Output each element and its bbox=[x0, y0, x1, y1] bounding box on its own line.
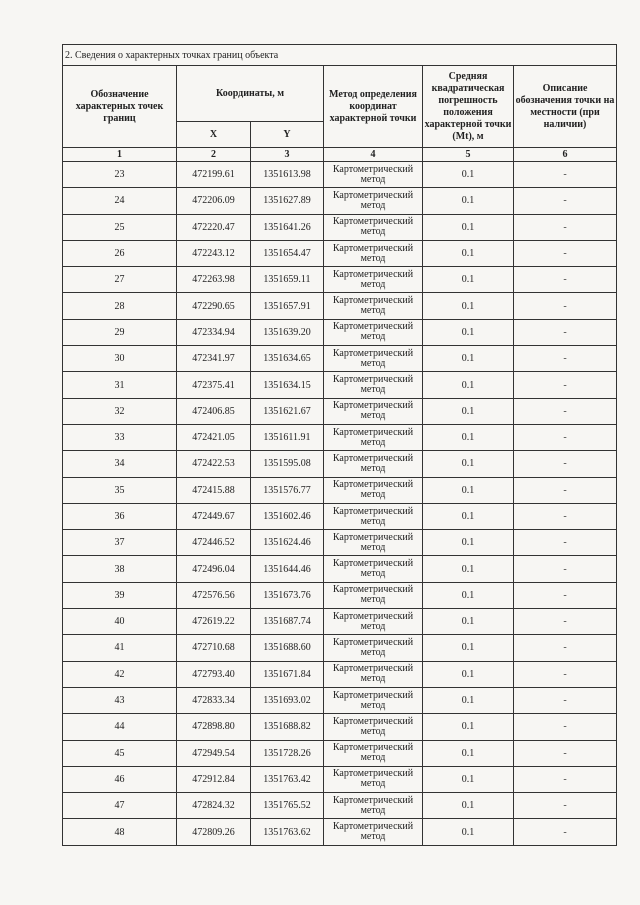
method-cell: Картометрический метод bbox=[324, 398, 423, 424]
x-coordinate-cell: 472406.85 bbox=[177, 398, 251, 424]
point-number-cell: 29 bbox=[63, 319, 177, 345]
method-cell: Картометрический метод bbox=[324, 635, 423, 661]
accuracy-cell: 0.1 bbox=[423, 188, 514, 214]
accuracy-cell: 0.1 bbox=[423, 267, 514, 293]
accuracy-cell: 0.1 bbox=[423, 451, 514, 477]
y-coordinate-cell: 1351671.84 bbox=[251, 661, 324, 687]
description-cell: - bbox=[514, 556, 617, 582]
y-coordinate-cell: 1351634.65 bbox=[251, 346, 324, 372]
table-row bbox=[63, 609, 617, 635]
description-cell: - bbox=[514, 661, 617, 687]
description-cell: - bbox=[514, 635, 617, 661]
y-coordinate-cell: 1351634.15 bbox=[251, 372, 324, 398]
column-numbers-row bbox=[63, 148, 617, 162]
point-number-cell: 39 bbox=[63, 582, 177, 608]
accuracy-cell: 0.1 bbox=[423, 582, 514, 608]
y-coordinate-cell: 1351611.91 bbox=[251, 424, 324, 450]
point-number-cell: 43 bbox=[63, 687, 177, 713]
column-number: 2 bbox=[177, 148, 251, 162]
point-number-cell: 28 bbox=[63, 293, 177, 319]
table-row bbox=[63, 398, 617, 424]
accuracy-cell: 0.1 bbox=[423, 346, 514, 372]
column-number: 5 bbox=[423, 148, 514, 162]
method-cell: Картометрический метод bbox=[324, 451, 423, 477]
y-coordinate-cell: 1351641.26 bbox=[251, 214, 324, 240]
table-row bbox=[63, 346, 617, 372]
x-coordinate-cell: 472898.80 bbox=[177, 714, 251, 740]
accuracy-cell: 0.1 bbox=[423, 530, 514, 556]
point-number-cell: 31 bbox=[63, 372, 177, 398]
header-x: X bbox=[177, 122, 251, 148]
table-row bbox=[63, 451, 617, 477]
description-cell: - bbox=[514, 214, 617, 240]
y-coordinate-cell: 1351624.46 bbox=[251, 530, 324, 556]
point-number-cell: 23 bbox=[63, 162, 177, 188]
description-cell: - bbox=[514, 319, 617, 345]
header-method: Метод определения координат характерной точки bbox=[324, 66, 423, 148]
method-cell: Картометрический метод bbox=[324, 766, 423, 792]
x-coordinate-cell: 472422.53 bbox=[177, 451, 251, 477]
description-cell: - bbox=[514, 740, 617, 766]
method-cell: Картометрический метод bbox=[324, 240, 423, 266]
method-cell: Картометрический метод bbox=[324, 162, 423, 188]
y-coordinate-cell: 1351621.67 bbox=[251, 398, 324, 424]
accuracy-cell: 0.1 bbox=[423, 609, 514, 635]
description-cell: - bbox=[514, 687, 617, 713]
method-cell: Картометрический метод bbox=[324, 819, 423, 845]
y-coordinate-cell: 1351654.47 bbox=[251, 240, 324, 266]
y-coordinate-cell: 1351659.11 bbox=[251, 267, 324, 293]
description-cell: - bbox=[514, 188, 617, 214]
header-description: Описание обозначения точки на местности (при наличии) bbox=[514, 66, 617, 148]
point-number-cell: 30 bbox=[63, 346, 177, 372]
point-number-cell: 33 bbox=[63, 424, 177, 450]
method-cell: Картометрический метод bbox=[324, 346, 423, 372]
header-accuracy: Средняя квадратическая погрешность положения характерной точки (Mt), м bbox=[423, 66, 514, 148]
column-number: 6 bbox=[514, 148, 617, 162]
method-cell: Картометрический метод bbox=[324, 214, 423, 240]
x-coordinate-cell: 472449.67 bbox=[177, 503, 251, 529]
table-body bbox=[63, 162, 617, 846]
table-row bbox=[63, 240, 617, 266]
x-coordinate-cell: 472220.47 bbox=[177, 214, 251, 240]
y-coordinate-cell: 1351627.89 bbox=[251, 188, 324, 214]
x-coordinate-cell: 472199.61 bbox=[177, 162, 251, 188]
y-coordinate-cell: 1351688.60 bbox=[251, 635, 324, 661]
accuracy-cell: 0.1 bbox=[423, 740, 514, 766]
method-cell: Картометрический метод bbox=[324, 372, 423, 398]
point-number-cell: 25 bbox=[63, 214, 177, 240]
point-number-cell: 26 bbox=[63, 240, 177, 266]
accuracy-cell: 0.1 bbox=[423, 793, 514, 819]
x-coordinate-cell: 472415.88 bbox=[177, 477, 251, 503]
accuracy-cell: 0.1 bbox=[423, 372, 514, 398]
accuracy-cell: 0.1 bbox=[423, 819, 514, 845]
accuracy-cell: 0.1 bbox=[423, 240, 514, 266]
x-coordinate-cell: 472793.40 bbox=[177, 661, 251, 687]
x-coordinate-cell: 472446.52 bbox=[177, 530, 251, 556]
accuracy-cell: 0.1 bbox=[423, 556, 514, 582]
x-coordinate-cell: 472341.97 bbox=[177, 346, 251, 372]
table-row bbox=[63, 556, 617, 582]
description-cell: - bbox=[514, 503, 617, 529]
method-cell: Картометрический метод bbox=[324, 740, 423, 766]
description-cell: - bbox=[514, 267, 617, 293]
y-coordinate-cell: 1351673.76 bbox=[251, 582, 324, 608]
method-cell: Картометрический метод bbox=[324, 609, 423, 635]
method-cell: Картометрический метод bbox=[324, 319, 423, 345]
description-cell: - bbox=[514, 582, 617, 608]
table-row bbox=[63, 503, 617, 529]
accuracy-cell: 0.1 bbox=[423, 766, 514, 792]
x-coordinate-cell: 472949.54 bbox=[177, 740, 251, 766]
description-cell: - bbox=[514, 530, 617, 556]
point-number-cell: 35 bbox=[63, 477, 177, 503]
accuracy-cell: 0.1 bbox=[423, 503, 514, 529]
x-coordinate-cell: 472833.34 bbox=[177, 687, 251, 713]
method-cell: Картометрический метод bbox=[324, 477, 423, 503]
accuracy-cell: 0.1 bbox=[423, 293, 514, 319]
description-cell: - bbox=[514, 451, 617, 477]
x-coordinate-cell: 472824.32 bbox=[177, 793, 251, 819]
method-cell: Картометрический метод bbox=[324, 267, 423, 293]
description-cell: - bbox=[514, 162, 617, 188]
table-row bbox=[63, 424, 617, 450]
description-cell: - bbox=[514, 372, 617, 398]
description-cell: - bbox=[514, 766, 617, 792]
accuracy-cell: 0.1 bbox=[423, 398, 514, 424]
accuracy-cell: 0.1 bbox=[423, 714, 514, 740]
x-coordinate-cell: 472912.84 bbox=[177, 766, 251, 792]
x-coordinate-cell: 472710.68 bbox=[177, 635, 251, 661]
y-coordinate-cell: 1351687.74 bbox=[251, 609, 324, 635]
y-coordinate-cell: 1351763.62 bbox=[251, 819, 324, 845]
table-row bbox=[63, 766, 617, 792]
x-coordinate-cell: 472576.56 bbox=[177, 582, 251, 608]
method-cell: Картометрический метод bbox=[324, 661, 423, 687]
table-row bbox=[63, 162, 617, 188]
y-coordinate-cell: 1351639.20 bbox=[251, 319, 324, 345]
point-number-cell: 40 bbox=[63, 609, 177, 635]
y-coordinate-cell: 1351644.46 bbox=[251, 556, 324, 582]
point-number-cell: 36 bbox=[63, 503, 177, 529]
method-cell: Картометрический метод bbox=[324, 188, 423, 214]
section-title: 2. Сведения о характерных точках границ объекта bbox=[63, 45, 617, 66]
point-number-cell: 24 bbox=[63, 188, 177, 214]
table-row bbox=[63, 687, 617, 713]
point-number-cell: 47 bbox=[63, 793, 177, 819]
column-number: 4 bbox=[324, 148, 423, 162]
table-row bbox=[63, 714, 617, 740]
y-coordinate-cell: 1351693.02 bbox=[251, 687, 324, 713]
point-number-cell: 38 bbox=[63, 556, 177, 582]
y-coordinate-cell: 1351765.52 bbox=[251, 793, 324, 819]
method-cell: Картометрический метод bbox=[324, 793, 423, 819]
description-cell: - bbox=[514, 714, 617, 740]
table-row bbox=[63, 635, 617, 661]
y-coordinate-cell: 1351688.82 bbox=[251, 714, 324, 740]
table-row bbox=[63, 293, 617, 319]
description-cell: - bbox=[514, 398, 617, 424]
method-cell: Картометрический метод bbox=[324, 424, 423, 450]
x-coordinate-cell: 472421.05 bbox=[177, 424, 251, 450]
description-cell: - bbox=[514, 819, 617, 845]
point-number-cell: 37 bbox=[63, 530, 177, 556]
accuracy-cell: 0.1 bbox=[423, 319, 514, 345]
method-cell: Картометрический метод bbox=[324, 556, 423, 582]
x-coordinate-cell: 472809.26 bbox=[177, 819, 251, 845]
point-number-cell: 46 bbox=[63, 766, 177, 792]
accuracy-cell: 0.1 bbox=[423, 214, 514, 240]
accuracy-cell: 0.1 bbox=[423, 635, 514, 661]
point-number-cell: 34 bbox=[63, 451, 177, 477]
accuracy-cell: 0.1 bbox=[423, 162, 514, 188]
y-coordinate-cell: 1351728.26 bbox=[251, 740, 324, 766]
x-coordinate-cell: 472290.65 bbox=[177, 293, 251, 319]
method-cell: Картометрический метод bbox=[324, 714, 423, 740]
description-cell: - bbox=[514, 477, 617, 503]
header-point: Обозначение характерных точек границ bbox=[63, 66, 177, 148]
accuracy-cell: 0.1 bbox=[423, 661, 514, 687]
header-y: Y bbox=[251, 122, 324, 148]
y-coordinate-cell: 1351576.77 bbox=[251, 477, 324, 503]
table-row bbox=[63, 661, 617, 687]
x-coordinate-cell: 472243.12 bbox=[177, 240, 251, 266]
x-coordinate-cell: 472334.94 bbox=[177, 319, 251, 345]
point-number-cell: 45 bbox=[63, 740, 177, 766]
accuracy-cell: 0.1 bbox=[423, 687, 514, 713]
point-number-cell: 27 bbox=[63, 267, 177, 293]
description-cell: - bbox=[514, 240, 617, 266]
description-cell: - bbox=[514, 293, 617, 319]
y-coordinate-cell: 1351602.46 bbox=[251, 503, 324, 529]
description-cell: - bbox=[514, 424, 617, 450]
y-coordinate-cell: 1351657.91 bbox=[251, 293, 324, 319]
x-coordinate-cell: 472619.22 bbox=[177, 609, 251, 635]
point-number-cell: 41 bbox=[63, 635, 177, 661]
table-row bbox=[63, 477, 617, 503]
method-cell: Картометрический метод bbox=[324, 582, 423, 608]
document-sheet bbox=[62, 44, 616, 846]
point-number-cell: 42 bbox=[63, 661, 177, 687]
table-row bbox=[63, 582, 617, 608]
point-number-cell: 32 bbox=[63, 398, 177, 424]
table-row bbox=[63, 372, 617, 398]
accuracy-cell: 0.1 bbox=[423, 424, 514, 450]
accuracy-cell: 0.1 bbox=[423, 477, 514, 503]
table-row bbox=[63, 214, 617, 240]
method-cell: Картометрический метод bbox=[324, 530, 423, 556]
boundary-points-table bbox=[62, 44, 617, 846]
point-number-cell: 44 bbox=[63, 714, 177, 740]
method-cell: Картометрический метод bbox=[324, 503, 423, 529]
table-row bbox=[63, 793, 617, 819]
table-row bbox=[63, 530, 617, 556]
y-coordinate-cell: 1351613.98 bbox=[251, 162, 324, 188]
method-cell: Картометрический метод bbox=[324, 293, 423, 319]
point-number-cell: 48 bbox=[63, 819, 177, 845]
x-coordinate-cell: 472263.98 bbox=[177, 267, 251, 293]
column-number: 1 bbox=[63, 148, 177, 162]
method-cell: Картометрический метод bbox=[324, 687, 423, 713]
table-row bbox=[63, 740, 617, 766]
x-coordinate-cell: 472496.04 bbox=[177, 556, 251, 582]
y-coordinate-cell: 1351595.08 bbox=[251, 451, 324, 477]
table-row bbox=[63, 319, 617, 345]
table-row bbox=[63, 188, 617, 214]
table-row bbox=[63, 267, 617, 293]
description-cell: - bbox=[514, 346, 617, 372]
column-number: 3 bbox=[251, 148, 324, 162]
description-cell: - bbox=[514, 609, 617, 635]
header-coords: Координаты, м bbox=[177, 66, 324, 122]
x-coordinate-cell: 472206.09 bbox=[177, 188, 251, 214]
x-coordinate-cell: 472375.41 bbox=[177, 372, 251, 398]
y-coordinate-cell: 1351763.42 bbox=[251, 766, 324, 792]
description-cell: - bbox=[514, 793, 617, 819]
table-row bbox=[63, 819, 617, 845]
